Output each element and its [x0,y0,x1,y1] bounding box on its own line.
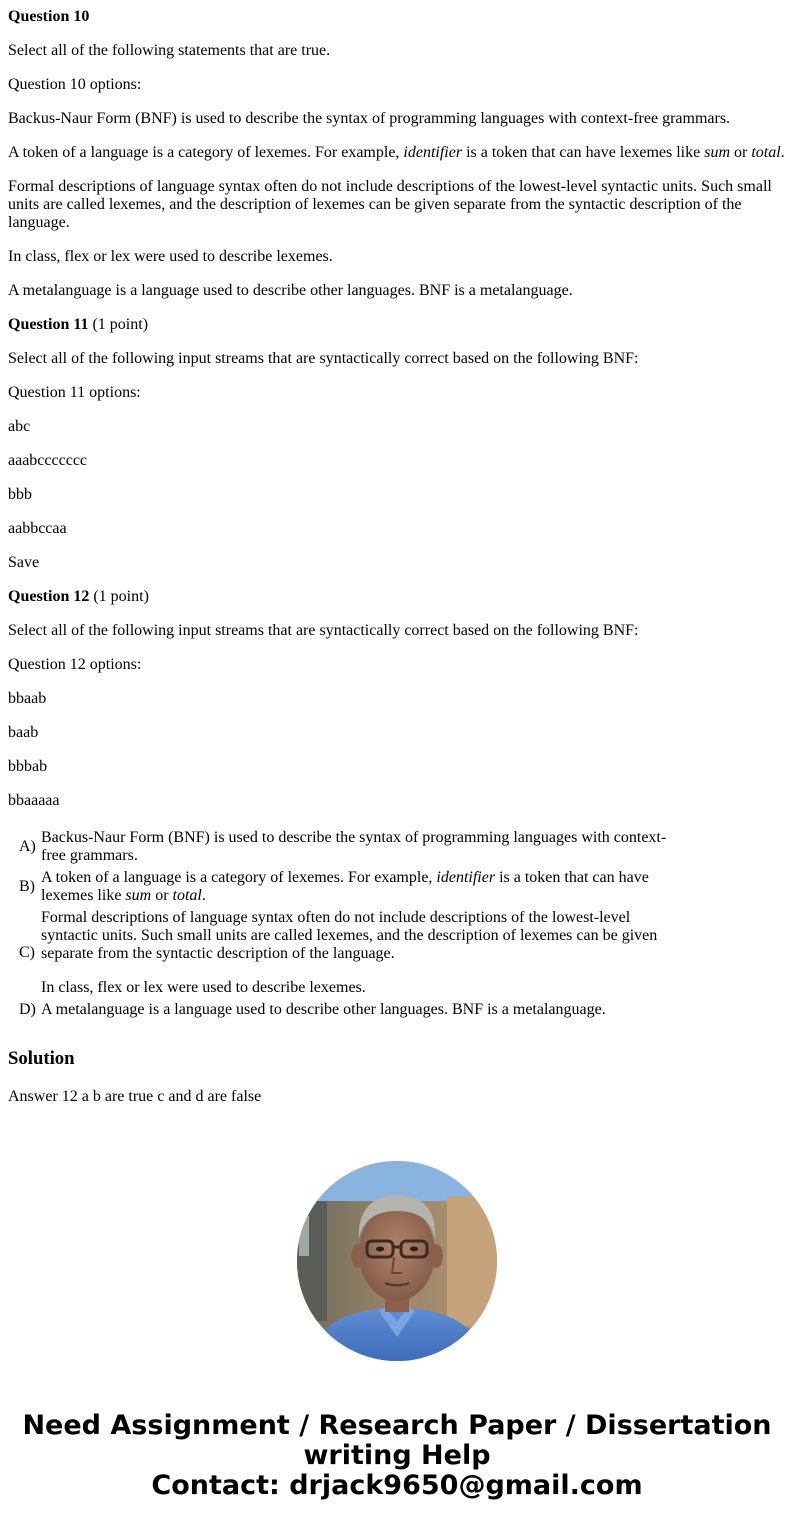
solution-heading: Solution [8,1048,75,1069]
question-12-title: Question 12 (1 point) [8,588,149,605]
answer-choices-table [16,826,676,1022]
question-12-option-1[interactable]: bbaab [8,690,47,707]
choice-d-letter: D) [19,1001,36,1018]
choice-b-text: A token of a language is a category of lexemes. For example, identifier is a token that can have lexemes like sum or total. [41,869,649,904]
promo-line-1: Need Assignment / Research Paper / Dissertation [22,1410,772,1441]
question-12-option-2[interactable]: baab [8,724,39,741]
question-11-title: Question 11 (1 point) [8,316,149,333]
question-12-option-3[interactable]: bbbab [8,758,48,775]
choice-a-text: Backus-Naur Form (BNF) is used to describe the syntax of programming languages with context-free grammars. [41,829,667,864]
choice-d[interactable] [18,1000,674,1020]
choice-d-text: A metalanguage is a language used to describe other languages. BNF is a metalanguage. [41,1001,606,1018]
question-10-option-2[interactable]: A token of a language is a category of lexemes. For example, identifier is a token that can have lexemes like sum or total. [8,144,785,161]
promo-banner [0,1411,794,1501]
question-10-options-label: Question 10 options: [8,76,142,93]
promo-line-2: writing Help [303,1440,491,1471]
question-10-prompt: Select all of the following statements that are true. [8,42,331,59]
solution-answer: Answer 12 a b are true c and d are false [8,1088,262,1105]
question-11-option-2[interactable]: aaabccccccc [8,452,88,469]
choice-b[interactable] [18,868,674,906]
question-11-option-4[interactable]: aabbccaa [8,520,67,537]
page-content [0,8,794,1106]
avatar [297,1161,497,1361]
choice-b-letter: B) [19,878,35,895]
choice-a[interactable] [18,828,674,866]
choice-a-letter: A) [19,838,36,855]
portrait-photo [297,1161,497,1361]
save-button[interactable]: Save [8,554,40,571]
question-11-option-1[interactable]: abc [8,418,31,435]
question-10-option-4[interactable]: In class, flex or lex were used to describe lexemes. [8,248,333,265]
question-10-title: Question 10 [8,8,90,25]
question-11-option-3[interactable]: bbb [8,486,32,503]
choice-c-letter: C) [19,944,35,961]
question-11-options-label: Question 11 options: [8,384,141,401]
question-10-option-1[interactable]: Backus-Naur Form (BNF) is used to describe the syntax of programming languages with context-free grammars. [8,110,731,127]
question-10-option-5[interactable]: A metalanguage is a language used to describe other languages. BNF is a metalanguage. [8,282,573,299]
promo-contact[interactable]: Contact: drjack9650@gmail.com [151,1470,643,1501]
question-10-option-3[interactable]: Formal descriptions of language syntax often do not include descriptions of the lowest-level syntactic units. Such small units are called lexemes, and the description of lexemes can be given separate from the syntactic description of the language. [8,178,772,231]
question-12-options-label: Question 12 options: [8,656,142,673]
question-12-option-4[interactable]: bbaaaaa [8,792,60,809]
question-11-prompt: Select all of the following input streams that are syntactically correct based on the following BNF: [8,350,639,367]
question-12-prompt: Select all of the following input streams that are syntactically correct based on the following BNF: [8,622,639,639]
choice-c[interactable] [18,908,674,998]
choice-c-text: Formal descriptions of language syntax often do not include descriptions of the lowest-level syntactic units. Such small units are called lexemes, and the description of lexemes can be given separate from the syntactic description of the language. In class, flex or lex were used to describe lexemes. [41,909,658,996]
